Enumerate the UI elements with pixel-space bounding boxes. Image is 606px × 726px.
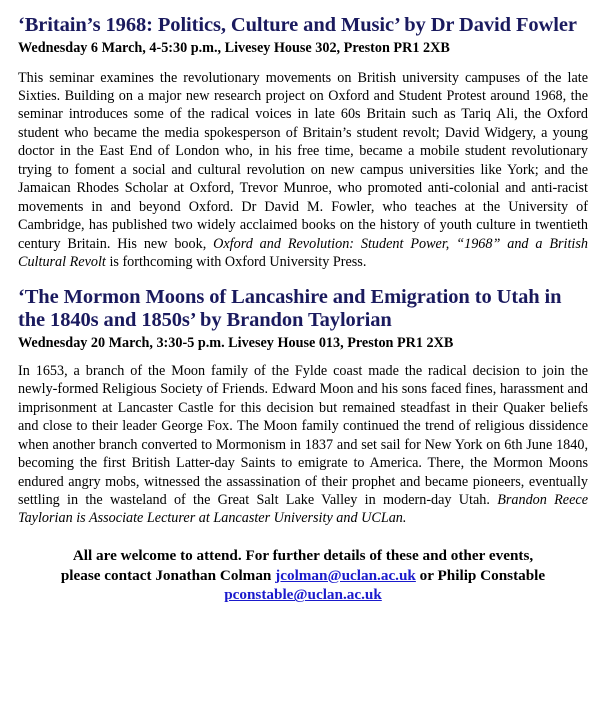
closing-line-2 [18, 566, 588, 586]
email-link-pconstable[interactable]: pconstable@uclan.ac.uk [224, 586, 382, 604]
event-block-2 [18, 286, 588, 528]
closing-line-1: All are welcome to attend. For further details of these and other events, [72, 546, 534, 564]
email-link-jcolman[interactable]: jcolman@uclan.ac.uk [275, 566, 416, 584]
event-title-1: ‘Britain’s 1968: Politics, Culture and Music’ by Dr David Fowler [18, 14, 577, 36]
closing-note [18, 546, 588, 605]
closing-contact-text-2: or Philip Constable [415, 566, 546, 584]
event-description-1 [18, 69, 588, 272]
closing-contact-text: please contact Jonathan Colman [60, 566, 276, 584]
event-description-2-italic: Brandon Reece Taylorian is Associate Lecturer at Lancaster University and UCLan. [18, 491, 588, 527]
event-description-2-part1: In 1653, a branch of the Moon family of the Fylde coast made the radical decision to join the newly-formed Religious Society of Friends. Edward Moon and his sons faced fines, harassment and imprisonment at Lancaster Castle for this decision but remained steadfast in their Quaker beliefs and close to their leader George Fox. The Moon family continued the trend of religious dissidence when another branch converted to Mormonism in 1837 and set sail for New York on 6th June 1840, becoming the first British Latter-day Saints to emigrate to America. There, the Mormon Moons endured angry mobs, witnessed the assassination of their prophet and became pioneers, eventually settling in the wasteland of the Great Salt Lake Valley in modern-day Utah. [18, 362, 588, 508]
event-description-1-part1: This seminar examines the revolutionary movements on British university campuses of the late Sixties. Building on a major new research project on Oxford and Student Protest around 1968, the seminar introduces some of the radical voices in late 60s Britain such as Tariq Ali, the Oxford student who became the media spokesperson of Britain’s student revolt; David Widgery, a young doctor in the East End of London who, in his free time, became a mobile student revolutionary trying to foment a social and cultural revolution on new campus universities like York; and the Jamaican Rhodes Scholar at Oxford, Trevor Munroe, who promoted anti-colonial and anti-racist movements in and beyond Oxford. Dr David M. Fowler, who teaches at the University of Cambridge, has published two widely acclaimed books on the history of youth culture in twentieth century Britain. His new book, [18, 69, 588, 252]
event-details-1: Wednesday 6 March, 4-5:30 p.m., Livesey House 302, Preston PR1 2XB [18, 39, 450, 56]
event-title-2: ‘The Mormon Moons of Lancashire and Emigration to Utah in the 1840s and 1850s’ by Brandon Taylorian [18, 285, 562, 332]
event-details-2: Wednesday 20 March, 3:30-5 p.m. Livesey House 013, Preston PR1 2XB [18, 335, 454, 352]
event-description-2 [18, 362, 588, 528]
event-description-1-italic: Oxford and Revolution: Student Power, “1968” and a British Cultural Revolt [18, 235, 588, 271]
event-block-1 [18, 14, 588, 272]
event-description-1-part2: is forthcoming with Oxford University Press. [105, 254, 367, 271]
closing-line-3 [18, 585, 588, 605]
